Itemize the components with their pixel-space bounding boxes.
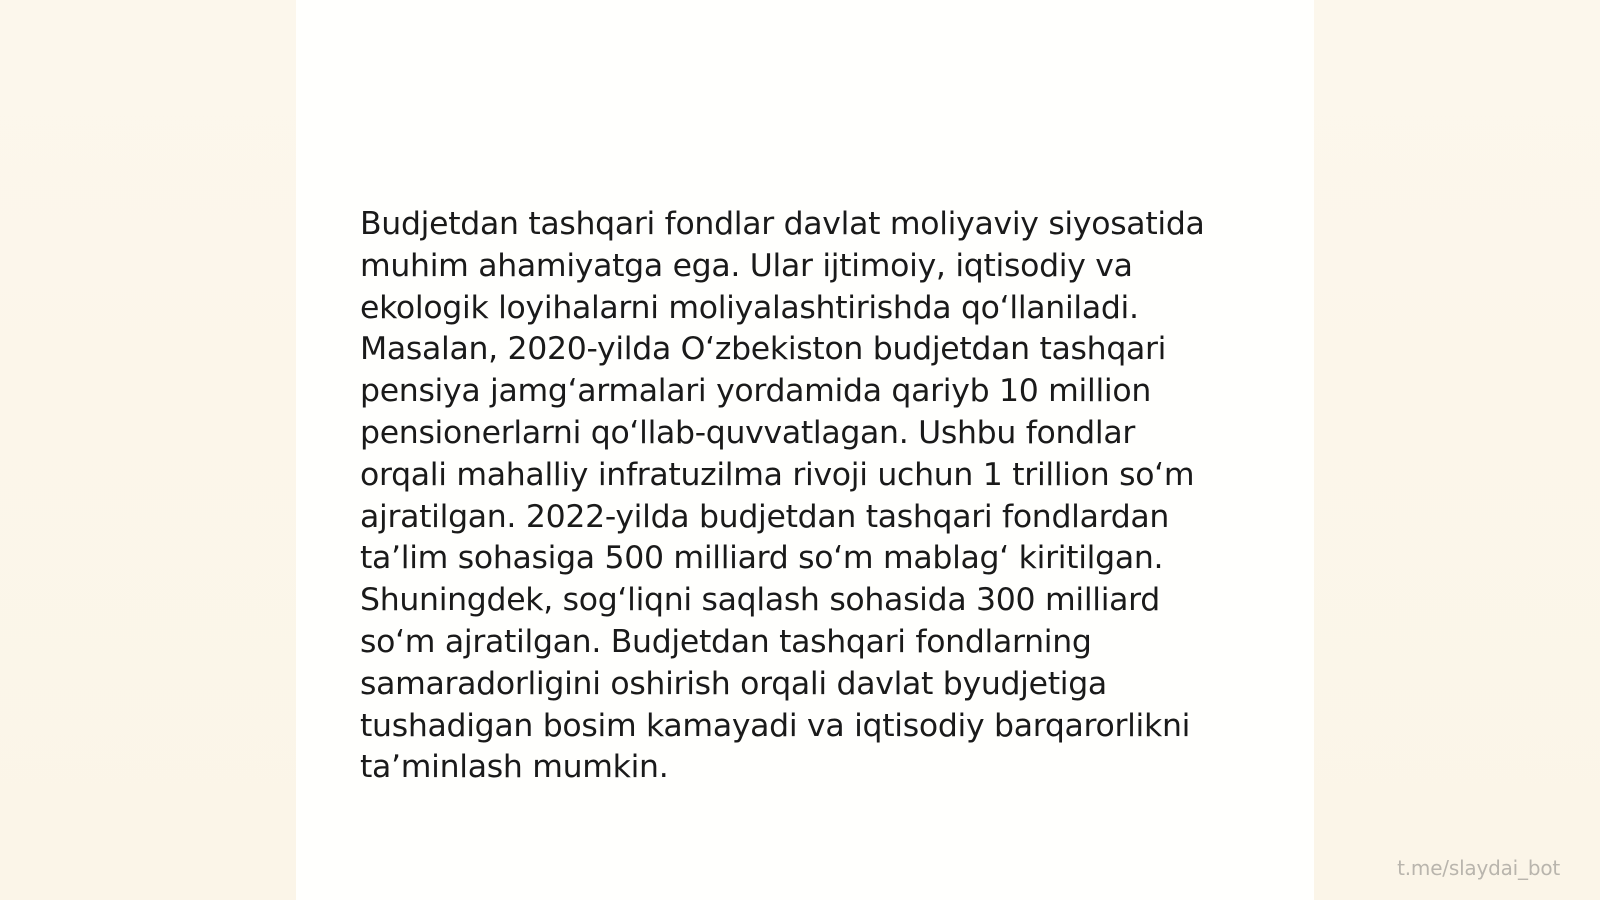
body-line: ta’lim sohasiga 500 milliard so‘m mablag‘ kiritilgan. [360, 540, 1164, 577]
body-line: ajratilgan. 2022-yilda budjetdan tashqari fondlardan [360, 498, 1170, 535]
body-line: pensionerlarni qo‘llab-quvvatlagan. Ushbu fondlar [360, 414, 1135, 451]
body-line: so‘m ajratilgan. Budjetdan tashqari fondlarning [360, 623, 1092, 660]
body-line: muhim ahamiyatga ega. Ular ijtimoiy, iqtisodiy va [360, 247, 1133, 284]
body-line: Budjetdan tashqari fondlar davlat moliyaviy siyosatida [360, 206, 1205, 242]
slide-background-left [0, 0, 296, 900]
slide-body-text [360, 204, 1260, 789]
body-line: ekologik loyihalarni moliyalashtirishda qo‘llaniladi. [360, 289, 1139, 326]
body-line: tushadigan bosim kamayadi va iqtisodiy barqarorlikni [360, 707, 1191, 744]
body-line: pensiya jamg‘armalari yordamida qariyb 10 million [360, 373, 1151, 410]
body-line: samaradorligini oshirish orqali davlat byudjetiga [360, 665, 1107, 702]
watermark-text: t.me/slaydai_bot [1397, 856, 1560, 880]
body-line: ta’minlash mumkin. [360, 749, 669, 786]
body-line: orqali mahalliy infratuzilma rivoji uchun 1 trillion so‘m [360, 456, 1195, 493]
body-line: Masalan, 2020-yilda O‘zbekiston budjetdan tashqari [360, 331, 1167, 368]
slide-background-right [1314, 0, 1600, 900]
body-line: Shuningdek, sog‘liqni saqlash sohasida 300 milliard [360, 582, 1160, 619]
